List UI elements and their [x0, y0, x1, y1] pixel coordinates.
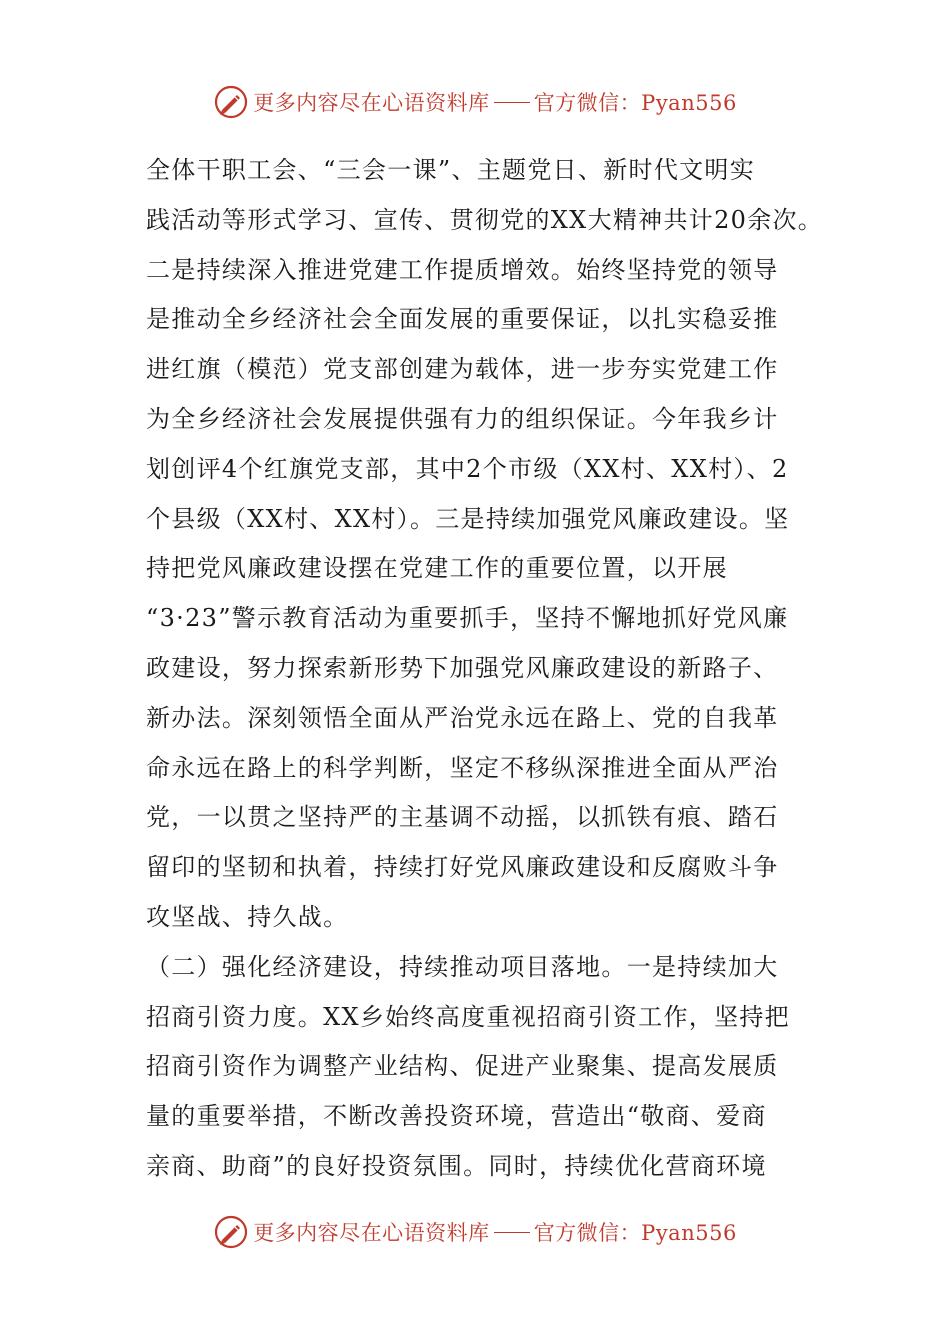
text-line: 亲商、助商”的良好投资氛围。同时，持续优化营商环境 [146, 1151, 767, 1180]
text-line: 是推动全乡经济社会全面发展的重要保证，以扎实稳妥推 [146, 305, 779, 334]
text-line: 招商引资力度。XX乡始终高度重视招商引资工作，坚持把 [146, 1002, 790, 1031]
text-line: 全体干职工会、“三会一课”、主题党日、新时代文明实 [146, 156, 756, 184]
text-line: 进红旗（模范）党支部创建为载体，进一步夯实党建工作 [146, 355, 779, 384]
text-line: 持把党风廉政建设摆在党建工作的重要位置，以开展 [146, 554, 728, 583]
text-line: “3·23”警示教育活动为重要抓手，坚持不懈地抓好党风廉 [146, 604, 789, 633]
banner-title: 更多内容尽在心语资料库 [253, 1221, 490, 1245]
text-line: 招商引资作为调整产业结构、促进产业聚集、提高发展质 [146, 1052, 779, 1081]
text-line: 命永远在路上的科学判断，坚定不移纵深推进全面从严治 [146, 753, 779, 782]
text-line: 量的重要举措，不断改善投资环境，营造出“敬商、爱商 [146, 1102, 767, 1131]
banner-title: 更多内容尽在心语资料库 [253, 91, 490, 115]
pen-logo-icon [213, 84, 249, 120]
text-line: 划创评4个红旗党支部，其中2个市级（XX村、XX村）、2 [146, 454, 789, 483]
footer-watermark-banner [0, 1210, 950, 1254]
text-line: 新办法。深刻领悟全面从严治党永远在路上、党的自我革 [146, 703, 779, 732]
text-line: 党，一以贯之坚持严的主基调不动摇，以抓铁有痕、踏石 [146, 803, 779, 832]
pen-logo-icon [213, 1214, 249, 1250]
text-line: （二）强化经济建设，持续推动项目落地。一是持续加大 [146, 952, 779, 981]
banner-dash [494, 1232, 530, 1233]
text-line: 二是持续深入推进党建工作提质增效。始终坚持党的领导 [146, 255, 779, 284]
text-line: 为全乡经济社会发展提供强有力的组织保证。今年我乡计 [146, 404, 779, 433]
banner-dash [494, 102, 530, 103]
text-line: 个县级（XX村、XX村）。三是持续加强党风廉政建设。坚 [146, 504, 790, 533]
text-line: 政建设，努力探索新形势下加强党风廉政建设的新路子、 [146, 653, 779, 682]
document-body [146, 146, 826, 1192]
banner-contact: 官方微信：Pyan556 [533, 1221, 737, 1245]
text-line: 攻坚战、持久战。 [146, 902, 349, 931]
text-line: 留印的坚韧和执着，持续打好党风廉政建设和反腐败斗争 [146, 853, 779, 882]
text-line: 践活动等形式学习、宣传、贯彻党的XX大精神共计20余次。 [146, 205, 824, 234]
header-watermark-banner [0, 80, 950, 124]
banner-contact: 官方微信：Pyan556 [533, 91, 737, 115]
